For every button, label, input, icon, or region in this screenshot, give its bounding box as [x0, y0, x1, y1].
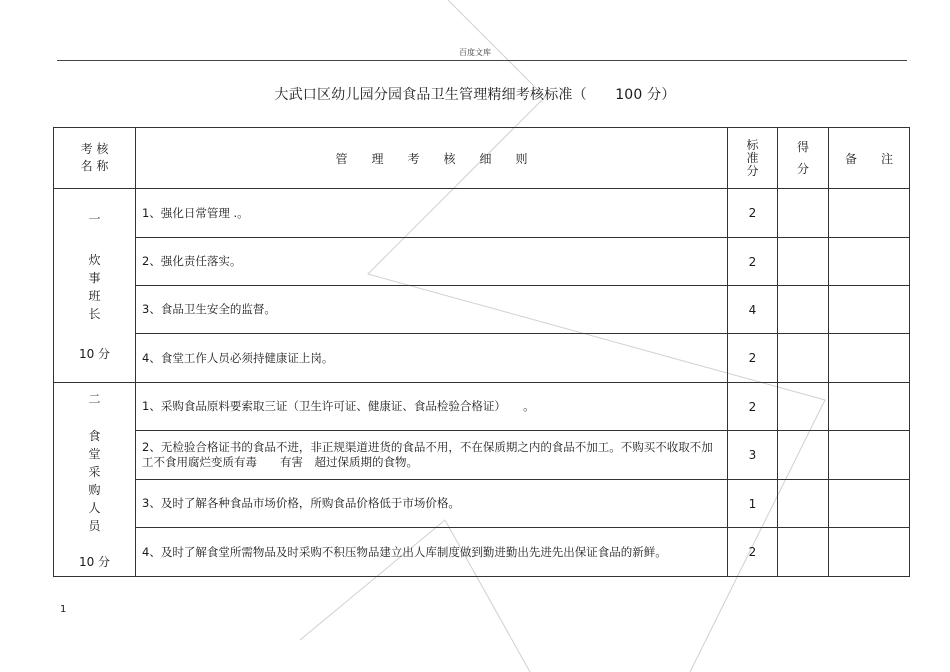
assessment-table [53, 127, 910, 577]
note-cell[interactable] [829, 528, 910, 577]
section-name-vertical [54, 390, 135, 570]
section-name-char: 购 [88, 482, 101, 497]
section-index: 一 [88, 211, 101, 226]
section-points: 10 分 [78, 346, 111, 361]
section-name-char: 长 [88, 306, 101, 321]
standard-score-cell: 1 [728, 480, 778, 528]
table-row [54, 480, 910, 528]
header-std-char: 标 [746, 137, 759, 152]
header-note: 备 注 [829, 128, 910, 189]
score-cell[interactable] [778, 480, 829, 528]
header-score-char: 得 [796, 140, 809, 154]
section-name-cell [54, 383, 136, 577]
document-title: 大武口区幼儿园分园食品卫生管理精细考核标准（ 100 分） [274, 87, 676, 103]
header-score-char: 分 [796, 162, 809, 176]
standard-score-cell: 2 [728, 189, 778, 238]
section-name-char: 事 [88, 270, 101, 285]
detail-cell: 4、食堂工作人员必须持健康证上岗。 [136, 334, 728, 383]
section-name-char: 班 [88, 288, 101, 303]
table-row [54, 431, 910, 480]
section-name-char: 堂 [88, 446, 101, 461]
note-cell[interactable] [829, 480, 910, 528]
table-header-row [54, 128, 910, 189]
standard-score-cell: 3 [728, 431, 778, 480]
section-name-cell [54, 189, 136, 383]
note-cell[interactable] [829, 334, 910, 383]
score-cell[interactable] [778, 286, 829, 334]
detail-cell: 1、强化日常管理 .。 [136, 189, 728, 238]
note-cell[interactable] [829, 286, 910, 334]
note-cell[interactable] [829, 189, 910, 238]
detail-cell: 3、及时了解各种食品市场价格，所购食品价格低于市场价格。 [136, 480, 728, 528]
table-row [54, 238, 910, 286]
header-site-name: 百度文库 [459, 48, 491, 57]
score-cell[interactable] [778, 334, 829, 383]
header-rule [57, 60, 907, 61]
table-row [54, 334, 910, 383]
table-row [54, 286, 910, 334]
section-name-char: 人 [88, 500, 101, 515]
score-cell[interactable] [778, 238, 829, 286]
section-name-char: 食 [88, 428, 101, 443]
standard-score-cell: 2 [728, 334, 778, 383]
standard-score-cell: 4 [728, 286, 778, 334]
note-cell[interactable] [829, 383, 910, 431]
header-std-char: 分 [746, 163, 759, 178]
detail-cell: 3、食品卫生安全的监督。 [136, 286, 728, 334]
section-name-char: 采 [88, 464, 101, 479]
section-name-char: 员 [88, 518, 101, 533]
detail-cell: 2、无检验合格证书的食品不进，非正规渠道进货的食品不用，不在保质期之内的食品不加工。不购买不收取不加工不食用腐烂变质有毒 有害 超过保质期的食物。 [136, 431, 728, 480]
detail-cell: 2、强化责任落实。 [136, 238, 728, 286]
score-cell[interactable] [778, 528, 829, 577]
header-assessment-name [54, 128, 136, 189]
section-index: 二 [88, 391, 101, 406]
table-row [54, 189, 910, 238]
header-detail: 管 理 考 核 细 则 [136, 128, 728, 189]
detail-cell: 4、及时了解食堂所需物品及时采购不积压物品建立出人库制度做到勤进勤出先进先出保证食品的新鲜。 [136, 528, 728, 577]
standard-score-cell: 2 [728, 238, 778, 286]
page-number: 1 [60, 604, 67, 615]
header-name-line1: 考 核 [80, 142, 109, 156]
header-name-line2: 名 称 [80, 159, 109, 173]
section-points: 10 分 [78, 554, 111, 569]
table-row [54, 383, 910, 431]
standard-score-cell: 2 [728, 383, 778, 431]
table-row [54, 528, 910, 577]
header-std-char: 准 [746, 150, 759, 165]
section-name-vertical [54, 210, 135, 362]
detail-cell: 1、采购食品原料要索取三证（卫生许可证、健康证、食品检验合格证） 。 [136, 383, 728, 431]
note-cell[interactable] [829, 431, 910, 480]
score-cell[interactable] [778, 383, 829, 431]
standard-score-cell: 2 [728, 528, 778, 577]
score-cell[interactable] [778, 431, 829, 480]
header-standard-score [728, 128, 778, 189]
section-name-char: 炊 [88, 252, 101, 267]
score-cell[interactable] [778, 189, 829, 238]
note-cell[interactable] [829, 238, 910, 286]
header-score [778, 128, 829, 189]
